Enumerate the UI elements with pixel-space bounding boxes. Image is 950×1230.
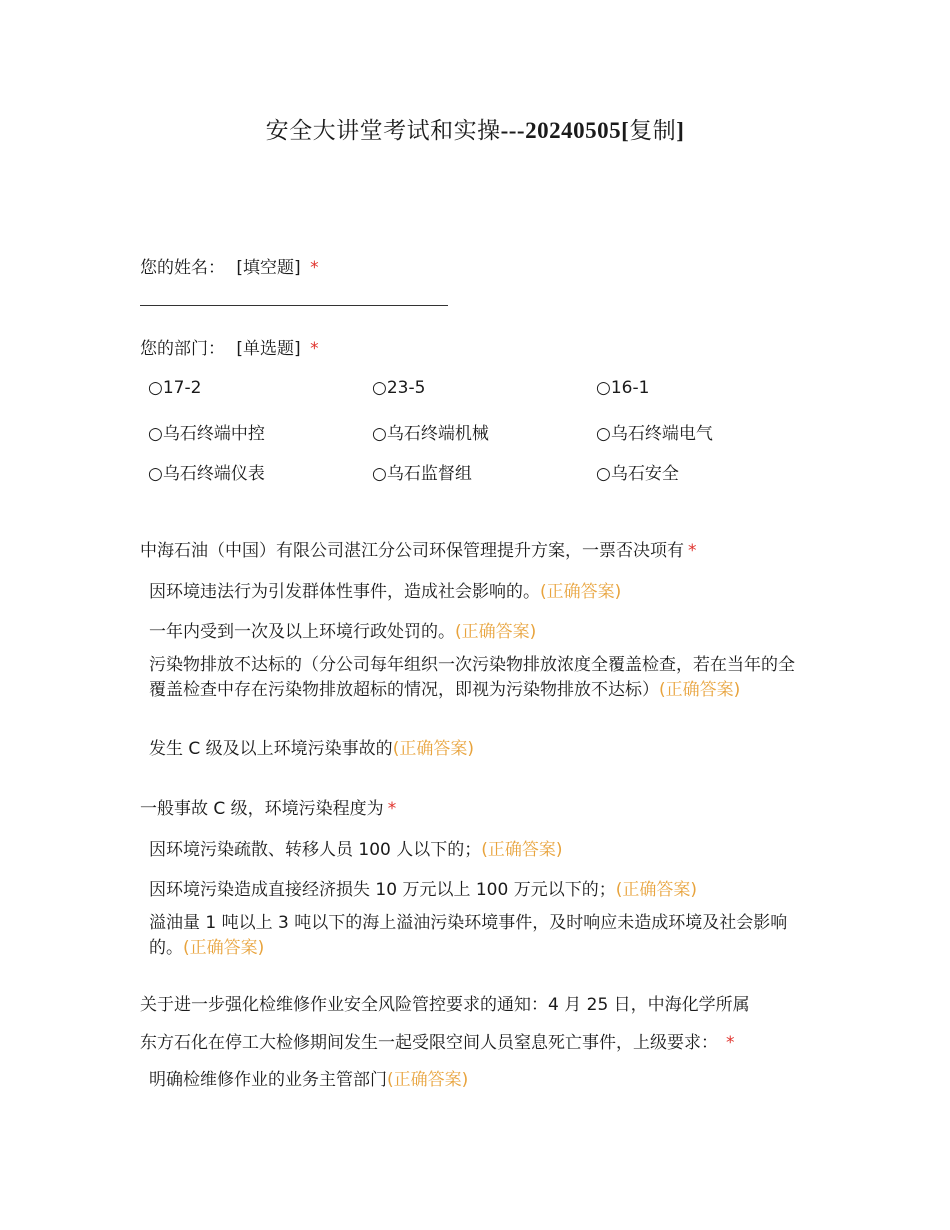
correct-answer-tag: (正确答案) (455, 622, 537, 642)
answer-option[interactable]: 一年内受到一次及以上环境行政处罚的。(正确答案) (149, 622, 537, 642)
question-label: 中海石油（中国）有限公司湛江分公司环保管理提升方案，一票否决项有 (140, 541, 684, 561)
required-mark: * (688, 541, 697, 561)
radio-option[interactable]: ○乌石监督组 (372, 464, 472, 484)
question-name (140, 253, 319, 278)
page-title: 安全大讲堂考试和实操---20240505[复制] (265, 118, 685, 143)
answer-option[interactable]: 污染物排放不达标的（分公司每年组织一次污染物排放浓度全覆盖检查，若在当年的全覆盖检查中存在污染物排放超标的情况，即视为污染物排放不达标）(正确答案) (149, 655, 795, 700)
radio-option[interactable]: ○乌石终端机械 (372, 424, 489, 444)
name-input-line[interactable] (140, 305, 448, 306)
question-veto-items (140, 536, 697, 561)
correct-answer-tag: (正确答案) (540, 582, 622, 602)
answer-option[interactable]: 溢油量 1 吨以上 3 吨以下的海上溢油污染环境事件，及时响应未造成环境及社会影响的。(正确答案) (149, 913, 788, 958)
correct-answer-tag: (正确答案) (183, 938, 265, 958)
answer-option[interactable]: 明确检维修作业的业务主管部门(正确答案) (149, 1070, 469, 1090)
radio-option[interactable]: ○23-5 (372, 378, 426, 398)
radio-option[interactable]: ○16-1 (596, 378, 650, 398)
radio-option[interactable]: ○乌石终端电气 (596, 424, 713, 444)
answer-option[interactable]: 因环境污染疏散、转移人员 100 人以下的；(正确答案) (149, 840, 563, 860)
correct-answer-tag: (正确答案) (387, 1070, 469, 1090)
question-label: 您的姓名： (140, 258, 225, 278)
question-maintenance-notice (140, 986, 820, 1062)
answer-option[interactable]: 发生 C 级及以上环境污染事故的(正确答案) (149, 739, 474, 759)
question-label-line: 关于进一步强化检维修作业安全风险管控要求的通知：4 月 25 日，中海化学所属 (140, 995, 750, 1015)
required-mark: * (310, 258, 319, 278)
question-label: 您的部门： (140, 339, 225, 359)
radio-option[interactable]: ○17-2 (148, 378, 202, 398)
question-type: [单选题] (236, 339, 301, 359)
question-label-line: 东方石化在停工大检修期间发生一起受限空间人员窒息死亡事件，上级要求： (140, 1033, 718, 1053)
correct-answer-tag: (正确答案) (659, 680, 741, 700)
radio-option[interactable]: ○乌石安全 (596, 464, 679, 484)
question-label: 一般事故 C 级，环境污染程度为 (140, 799, 384, 819)
required-mark: * (387, 799, 397, 819)
correct-answer-tag: (正确答案) (481, 840, 563, 860)
required-mark: * (310, 339, 319, 359)
question-accident-level (140, 794, 396, 819)
correct-answer-tag: (正确答案) (615, 880, 697, 900)
radio-option[interactable]: ○乌石终端中控 (148, 424, 265, 444)
answer-option[interactable]: 因环境违法行为引发群体性事件，造成社会影响的。(正确答案) (149, 582, 622, 602)
question-department (140, 334, 319, 359)
answer-option[interactable]: 因环境污染造成直接经济损失 10 万元以上 100 万元以下的；(正确答案) (149, 880, 697, 900)
correct-answer-tag: (正确答案) (392, 739, 474, 759)
required-mark: * (726, 1033, 735, 1053)
radio-option[interactable]: ○乌石终端仪表 (148, 464, 265, 484)
question-type: [填空题] (236, 258, 301, 278)
